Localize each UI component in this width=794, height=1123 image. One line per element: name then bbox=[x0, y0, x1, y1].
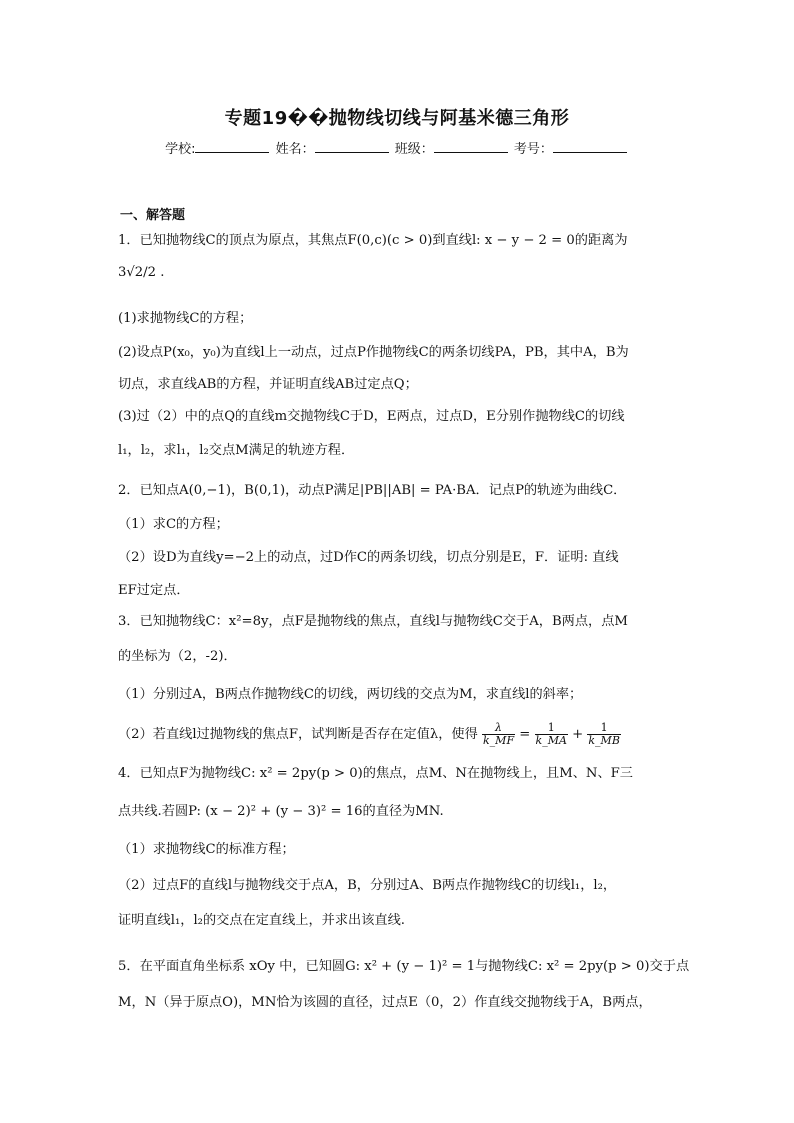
problem-2-part-2: （2）设D为直线y=−2上的动点，过D作C的两条切线，切点分别是E，F．证明: 直线 bbox=[118, 550, 619, 565]
class-blank[interactable] bbox=[434, 140, 508, 153]
inverse-kmb-numerator: 1 bbox=[587, 722, 621, 735]
exam-no-label: 考号： bbox=[513, 142, 553, 157]
problem-1-distance: 3√2/2 . bbox=[118, 265, 165, 280]
exam-no-blank[interactable] bbox=[553, 140, 627, 153]
inverse-kma-denominator: k_MA bbox=[535, 734, 567, 747]
problem-2-stem: 2．已知点A(0,−1)，B(0,1)，动点P满足|PB||AB| = PA·BA．记点P的轨迹为曲线C． bbox=[118, 483, 627, 498]
problem-4-stem: 4．已知点F为抛物线C: x² = 2py(p > 0)的焦点，点M、N在抛物线上，且M、N、F三 bbox=[118, 766, 633, 781]
problem-3-part-2 bbox=[118, 722, 678, 747]
problem-3-stem-cont: 的坐标为（2，-2)． bbox=[118, 649, 237, 664]
problem-3-stem: 3．已知抛物线C：x²=8y，点F是抛物线的焦点，直线l与抛物线C交于A，B两点，点M bbox=[118, 614, 628, 629]
inverse-kma-fraction bbox=[535, 722, 568, 747]
name-blank[interactable] bbox=[315, 140, 389, 153]
problem-5-stem-cont: M，N（异于原点O)，MN恰为该圆的直径，过点E（0，2）作直线交抛物线于A，B两点， bbox=[118, 995, 652, 1010]
inverse-kma-numerator: 1 bbox=[535, 722, 568, 735]
name-label: 姓名： bbox=[275, 142, 315, 157]
lambda-fraction bbox=[482, 722, 515, 747]
problem-1-part-3-cont: l₁，l₂，求l₁，l₂交点M满足的轨迹方程． bbox=[118, 443, 355, 458]
school-label: 学校: bbox=[165, 142, 196, 157]
problem-3-part-2-text: （2）若直线l过抛物线的焦点F，试判断是否存在定值λ，使得 bbox=[118, 727, 478, 742]
plus-sign: + bbox=[572, 727, 584, 742]
problem-1-part-3: (3)过（2）中的点Q的直线m交抛物线C于D，E两点，过点D，E分别作抛物线C的切线 bbox=[118, 409, 625, 424]
page-title: 专题19��抛物线切线与阿基米德三角形 bbox=[224, 108, 570, 129]
problem-4-stem-cont: 点共线.若圆P: (x − 2)² + (y − 3)² = 16的直径为MN. bbox=[118, 804, 444, 819]
school-blank[interactable] bbox=[195, 140, 269, 153]
lambda-denominator: k_MF bbox=[483, 734, 515, 747]
section-heading: 一、解答题 bbox=[120, 208, 186, 223]
problem-1-part-2-cont: 切点，求直线AB的方程，并证明直线AB过定点Q； bbox=[118, 377, 418, 392]
class-label: 班级： bbox=[394, 142, 434, 157]
problem-1-part-2: (2)设点P(x₀，y₀)为直线l上一动点，过点P作抛物线C的两条切线PA，PB，其中A，B为 bbox=[118, 345, 629, 360]
problem-2-part-1: （1）求C的方程； bbox=[118, 517, 229, 532]
student-info-line bbox=[0, 138, 794, 157]
problem-4-part-2-cont: 证明直线l₁，l₂的交点在定直线上，并求出该直线. bbox=[118, 913, 405, 928]
lambda-numerator: λ bbox=[482, 722, 515, 735]
problem-4-part-1: （1）求抛物线C的标准方程； bbox=[118, 842, 295, 857]
problem-2-part-2-cont: EF过定点． bbox=[118, 583, 190, 598]
inverse-kmb-fraction bbox=[587, 722, 621, 747]
inverse-kmb-denominator: k_MB bbox=[588, 734, 620, 747]
equals-sign: = bbox=[519, 727, 531, 742]
problem-3-part-1: （1）分别过A，B两点作抛物线C的切线，两切线的交点为M，求直线l的斜率； bbox=[118, 687, 583, 702]
problem-1-part-1: (1)求抛物线C的方程； bbox=[118, 311, 253, 326]
problem-5-stem: 5．在平面直角坐标系 xOy 中，已知圆G: x² + (y − 1)² = 1与抛物线C: x² = 2py(p > 0)交于点 bbox=[118, 959, 690, 974]
problem-4-part-2: （2）过点F的直线l与抛物线交于点A，B，分别过A、B两点作抛物线C的切线l₁，l₂， bbox=[118, 878, 617, 893]
problem-1-stem: 1．已知抛物线C的顶点为原点，其焦点F(0,c)(c > 0)到直线l: x − y − 2 = 0的距离为 bbox=[118, 233, 628, 248]
